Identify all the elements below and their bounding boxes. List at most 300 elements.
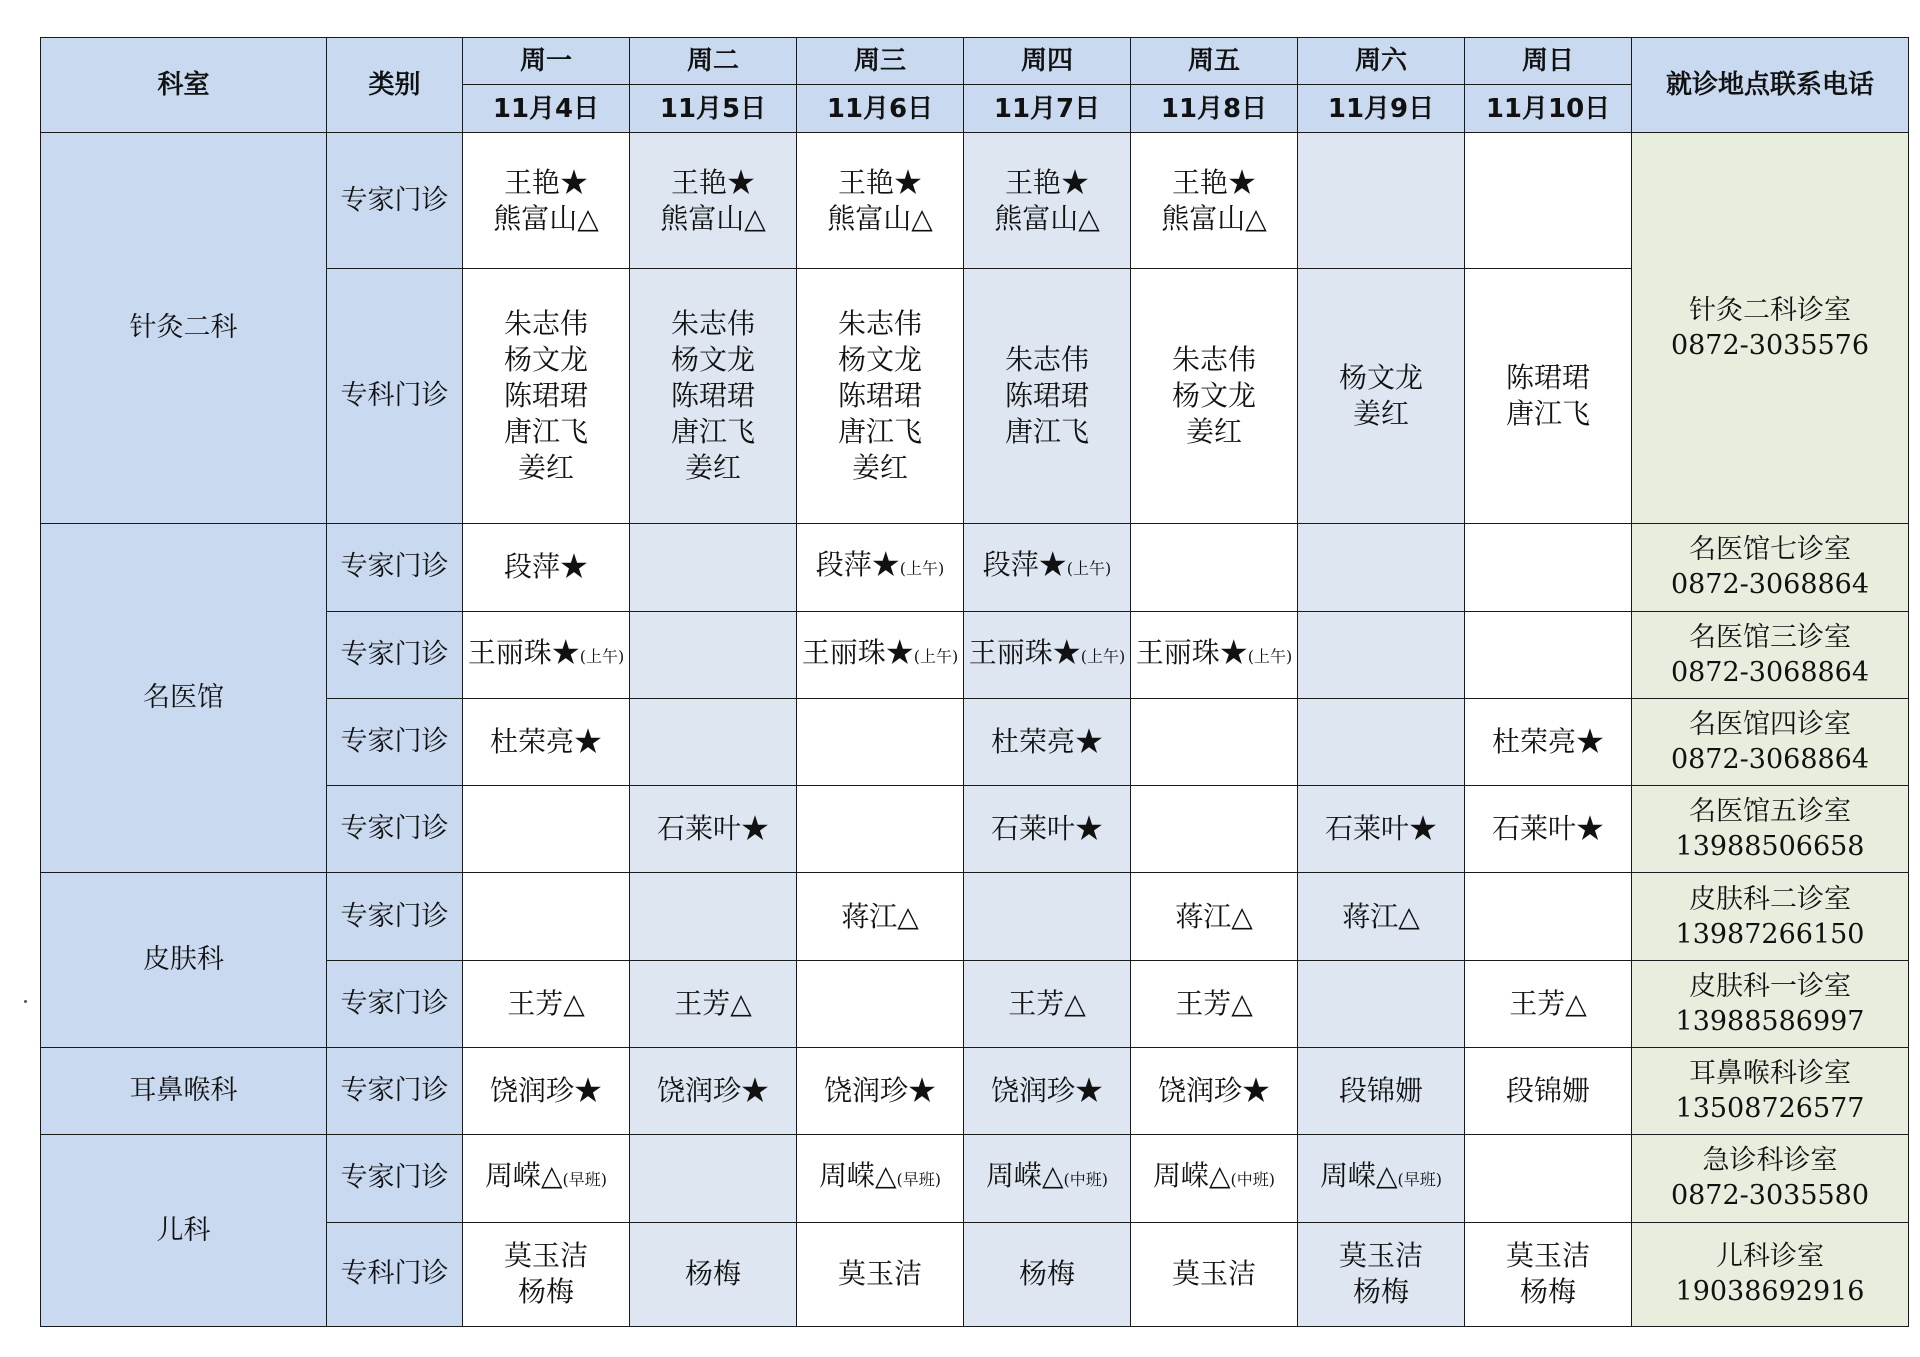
doctor-name: 姜红 <box>517 451 574 485</box>
table-row <box>41 873 1909 960</box>
doctor-name: 杨文龙 <box>670 343 755 377</box>
category-cell: 专家门诊 <box>327 698 463 785</box>
doctor-name: 唐江飞 <box>1004 415 1089 449</box>
doctor-entry <box>632 986 794 1022</box>
room-name: 皮肤科一诊室 <box>1689 970 1851 1002</box>
schedule-cell <box>1131 1135 1298 1222</box>
doctor-name: 朱志伟 <box>670 307 755 341</box>
phone-number: 13508726577 <box>1675 1093 1865 1125</box>
doctor-name: 陈珺珺 <box>837 379 922 413</box>
header-weekday: 周二 <box>630 38 797 85</box>
doctor-entry <box>799 378 961 414</box>
schedule-cell <box>1465 1047 1632 1134</box>
schedule-cell <box>1131 960 1298 1047</box>
department-cell: 儿科 <box>41 1135 327 1327</box>
schedule-cell <box>964 133 1131 269</box>
doctor-entry <box>966 811 1128 847</box>
header-weekday: 周六 <box>1298 38 1465 85</box>
category-cell: 专家门诊 <box>327 611 463 698</box>
table-row <box>41 133 1909 269</box>
doctor-entry <box>1467 986 1629 1022</box>
doctor-name: 杨梅 <box>684 1257 741 1291</box>
schedule-body <box>41 133 1909 1327</box>
doctor-entry <box>799 450 961 486</box>
phone-number: 0872-3068864 <box>1670 744 1870 775</box>
doctor-name: 王芳△ <box>1008 986 1086 1020</box>
doctor-entry <box>465 165 627 201</box>
doctor-entry <box>465 986 627 1022</box>
schedule-cell <box>1465 1135 1632 1222</box>
schedule-cell <box>797 611 964 698</box>
doctor-name: 饶润珍★ <box>656 1074 769 1108</box>
doctor-name: 陈珺珺 <box>670 379 755 413</box>
doctor-entry <box>1133 165 1295 201</box>
schedule-cell <box>463 1135 630 1222</box>
header-weekday: 周日 <box>1465 38 1632 85</box>
doctor-name: 蒋江△ <box>841 899 919 933</box>
doctor-entry <box>1300 1073 1462 1109</box>
schedule-cell <box>630 133 797 269</box>
department-cell: 名医馆 <box>41 524 327 873</box>
room-name: 皮肤科二诊室 <box>1689 883 1851 915</box>
doctor-entry <box>966 201 1128 237</box>
room-name: 名医馆七诊室 <box>1689 534 1851 566</box>
doctor-entry <box>1300 899 1462 935</box>
doctor-entry <box>1133 899 1295 935</box>
schedule-cell <box>630 1222 797 1326</box>
shift-note: (上午) <box>913 646 959 666</box>
doctor-entry <box>966 378 1128 414</box>
schedule-cell <box>630 960 797 1047</box>
doctor-entry <box>465 1158 627 1198</box>
clinic-schedule-table <box>40 37 1909 1327</box>
doctor-entry <box>966 547 1128 587</box>
shift-note: (上午) <box>1080 646 1126 666</box>
room-name: 名医馆四诊室 <box>1689 709 1851 740</box>
doctor-name: 熊富山△ <box>493 201 599 235</box>
room-name: 急诊科诊室 <box>1702 1145 1838 1177</box>
location-cell <box>1632 698 1909 785</box>
header-dept: 科室 <box>41 38 327 133</box>
header-date: 11月5日 <box>630 85 797 133</box>
doctor-name: 朱志伟 <box>1171 343 1256 377</box>
doctor-name: 杨梅 <box>1352 1275 1409 1309</box>
schedule-cell <box>797 960 964 1047</box>
schedule-cell <box>630 524 797 611</box>
schedule-cell <box>1131 1047 1298 1134</box>
schedule-cell <box>1298 1222 1465 1326</box>
schedule-cell <box>1298 698 1465 785</box>
schedule-cell <box>964 1047 1131 1134</box>
header-location: 就诊地点联系电话 <box>1632 38 1909 133</box>
schedule-cell <box>1465 611 1632 698</box>
doctor-entry <box>1300 811 1462 847</box>
category-cell: 专家门诊 <box>327 524 463 611</box>
schedule-cell <box>1131 133 1298 269</box>
doctor-entry <box>799 899 961 935</box>
doctor-name: 石莱叶★ <box>1324 812 1437 846</box>
doctor-entry <box>1133 201 1295 237</box>
doctor-name: 蒋江△ <box>1175 899 1253 933</box>
doctor-entry <box>465 635 627 675</box>
doctor-name: 唐江飞 <box>503 415 588 449</box>
doctor-name: 莫玉洁 <box>1338 1239 1423 1273</box>
schedule-cell <box>797 698 964 785</box>
doctor-name: 段锦姗 <box>1505 1074 1590 1108</box>
doctor-entry <box>1300 396 1462 432</box>
doctor-entry <box>465 342 627 378</box>
doctor-entry <box>799 635 961 675</box>
phone-number: 0872-3068864 <box>1670 569 1870 601</box>
doctor-name: 唐江飞 <box>670 415 755 449</box>
schedule-cell <box>463 133 630 269</box>
header-date: 11月4日 <box>463 85 630 133</box>
doctor-name: 莫玉洁 <box>1505 1239 1590 1273</box>
department-cell: 耳鼻喉科 <box>41 1047 327 1134</box>
doctor-entry <box>465 450 627 486</box>
schedule-cell <box>1131 269 1298 524</box>
schedule-cell <box>1298 1135 1465 1222</box>
location-cell <box>1632 873 1909 960</box>
doctor-entry <box>465 306 627 342</box>
category-cell: 专家门诊 <box>327 1047 463 1134</box>
schedule-cell <box>463 611 630 698</box>
doctor-name: 熊富山△ <box>994 201 1100 235</box>
doctor-name: 姜红 <box>684 451 741 485</box>
shift-note: (中班) <box>1230 1170 1276 1190</box>
phone-number: 13988506658 <box>1675 831 1865 863</box>
doctor-entry <box>966 342 1128 378</box>
location-cell <box>1632 133 1909 524</box>
doctor-name: 杨梅 <box>517 1275 574 1309</box>
doctor-entry <box>465 549 627 585</box>
department-cell: 针灸二科 <box>41 133 327 524</box>
doctor-entry <box>1467 1274 1629 1310</box>
schedule-cell <box>1298 1047 1465 1134</box>
schedule-cell <box>964 786 1131 873</box>
doctor-name: 段锦姗 <box>1338 1074 1423 1108</box>
schedule-cell <box>1465 133 1632 269</box>
doctor-name: 石莱叶★ <box>990 812 1103 846</box>
doctor-name: 石莱叶★ <box>656 812 769 846</box>
doctor-entry <box>1133 342 1295 378</box>
schedule-cell <box>463 873 630 960</box>
doctor-name: 杨文龙 <box>503 343 588 377</box>
schedule-cell <box>630 698 797 785</box>
doctor-name: 饶润珍★ <box>489 1074 602 1108</box>
table-row <box>41 524 1909 611</box>
shift-note: (早班) <box>896 1170 942 1190</box>
category-cell: 专科门诊 <box>327 269 463 524</box>
room-name: 儿科诊室 <box>1716 1241 1824 1273</box>
doctor-entry <box>1133 1073 1295 1109</box>
doctor-entry <box>632 378 794 414</box>
schedule-cell <box>630 873 797 960</box>
doctor-name: 杜荣亮★ <box>990 725 1103 758</box>
schedule-cell <box>1465 960 1632 1047</box>
schedule-cell <box>1131 1222 1298 1326</box>
doctor-name: 莫玉洁 <box>1171 1257 1256 1291</box>
department-cell: 皮肤科 <box>41 873 327 1048</box>
doctor-entry <box>799 547 961 587</box>
doctor-entry <box>1467 396 1629 432</box>
doctor-name: 王艳★ <box>1171 165 1256 199</box>
doctor-name: 熊富山△ <box>1161 201 1267 235</box>
doctor-name: 石莱叶★ <box>1491 812 1604 846</box>
doctor-name: 蒋江△ <box>1342 899 1420 933</box>
doctor-entry <box>966 414 1128 450</box>
doctor-name: 陈珺珺 <box>1004 379 1089 413</box>
doctor-name: 王艳★ <box>837 165 922 199</box>
doctor-entry <box>799 1073 961 1109</box>
doctor-name: 杨文龙 <box>1171 379 1256 413</box>
doctor-name: 周嵘△ <box>1319 1159 1398 1193</box>
doctor-entry <box>966 1256 1128 1292</box>
doctor-name: 王丽珠★ <box>1135 635 1248 669</box>
header-date: 11月7日 <box>964 85 1131 133</box>
category-cell: 专家门诊 <box>327 786 463 873</box>
category-cell: 专家门诊 <box>327 1135 463 1222</box>
doctor-name: 杜荣亮★ <box>489 725 602 758</box>
doctor-name: 王丽珠★ <box>968 635 1081 669</box>
doctor-name: 饶润珍★ <box>990 1074 1103 1108</box>
header-weekday: 周一 <box>463 38 630 85</box>
doctor-name: 段萍★ <box>503 550 588 584</box>
doctor-name: 唐江飞 <box>837 415 922 449</box>
doctor-name: 杨文龙 <box>1338 361 1423 395</box>
schedule-cell <box>964 1222 1131 1326</box>
doctor-entry <box>632 450 794 486</box>
header-date: 11月6日 <box>797 85 964 133</box>
doctor-entry <box>632 306 794 342</box>
doctor-name: 周嵘△ <box>1152 1159 1231 1193</box>
location-cell <box>1632 1047 1909 1134</box>
schedule-cell <box>1465 698 1632 785</box>
doctor-name: 朱志伟 <box>837 307 922 341</box>
doctor-name: 姜红 <box>1352 397 1409 431</box>
schedule-cell <box>964 611 1131 698</box>
doctor-name: 朱志伟 <box>503 307 588 341</box>
doctor-entry <box>1467 360 1629 396</box>
doctor-entry <box>799 1256 961 1292</box>
doctor-entry <box>966 1158 1128 1198</box>
schedule-cell <box>797 133 964 269</box>
schedule-cell <box>463 960 630 1047</box>
header-weekday: 周四 <box>964 38 1131 85</box>
schedule-cell <box>797 1222 964 1326</box>
schedule-cell <box>630 786 797 873</box>
schedule-cell <box>630 611 797 698</box>
location-cell <box>1632 960 1909 1047</box>
doctor-entry <box>1133 378 1295 414</box>
phone-number: 19038692916 <box>1675 1276 1865 1308</box>
phone-number: 0872-3068864 <box>1670 656 1870 688</box>
shift-note: (上午) <box>899 559 945 579</box>
doctor-name: 王艳★ <box>503 165 588 199</box>
doctor-entry <box>1300 1158 1462 1198</box>
doctor-entry <box>966 165 1128 201</box>
schedule-cell <box>1298 133 1465 269</box>
shift-note: (中班) <box>1063 1170 1109 1190</box>
schedule-cell <box>964 269 1131 524</box>
doctor-entry <box>1133 414 1295 450</box>
doctor-entry <box>632 414 794 450</box>
room-name: 针灸二科诊室 <box>1689 295 1851 327</box>
doctor-name: 周嵘△ <box>484 1159 563 1193</box>
category-cell: 专家门诊 <box>327 873 463 960</box>
doctor-name: 朱志伟 <box>1004 343 1089 377</box>
doctor-name: 杨文龙 <box>837 343 922 377</box>
doctor-entry <box>1300 1238 1462 1274</box>
schedule-cell <box>1298 873 1465 960</box>
doctor-name: 杨梅 <box>1519 1275 1576 1309</box>
doctor-name: 杨梅 <box>1018 1257 1075 1291</box>
doctor-entry <box>799 1158 961 1198</box>
doctor-name: 王芳△ <box>507 986 585 1020</box>
schedule-cell <box>964 873 1131 960</box>
schedule-cell <box>463 524 630 611</box>
schedule-cell <box>797 524 964 611</box>
doctor-entry <box>1467 1073 1629 1109</box>
doctor-entry <box>1300 1274 1462 1310</box>
doctor-entry <box>465 1073 627 1109</box>
table-row <box>41 1047 1909 1134</box>
shift-note: (上午) <box>1247 646 1293 666</box>
doctor-name: 陈珺珺 <box>1505 361 1590 395</box>
category-cell: 专家门诊 <box>327 960 463 1047</box>
doctor-entry <box>799 306 961 342</box>
doctor-name: 段萍★ <box>982 548 1067 582</box>
doctor-name: 王丽珠★ <box>467 635 580 669</box>
shift-note: (上午) <box>579 646 625 666</box>
room-name: 耳鼻喉科诊室 <box>1689 1058 1851 1090</box>
schedule-cell <box>1298 269 1465 524</box>
doctor-entry <box>1133 635 1295 675</box>
doctor-name: 唐江飞 <box>1505 397 1590 431</box>
doctor-entry <box>799 201 961 237</box>
doctor-name: 陈珺珺 <box>503 379 588 413</box>
stray-dot <box>24 1000 27 1003</box>
doctor-entry <box>966 1073 1128 1109</box>
doctor-entry <box>632 1256 794 1292</box>
phone-number: 0872-3035576 <box>1670 330 1870 362</box>
schedule-cell <box>630 1047 797 1134</box>
doctor-entry <box>1467 724 1629 760</box>
doctor-entry <box>465 1274 627 1310</box>
phone-number: 13987266150 <box>1675 918 1865 950</box>
doctor-entry <box>1133 1158 1295 1198</box>
shift-note: (上午) <box>1066 559 1112 579</box>
schedule-cell <box>463 1222 630 1326</box>
schedule-cell <box>463 786 630 873</box>
schedule-cell <box>1298 524 1465 611</box>
schedule-cell <box>1465 524 1632 611</box>
category-cell: 专科门诊 <box>327 1222 463 1326</box>
schedule-cell <box>1465 873 1632 960</box>
schedule-cell <box>797 269 964 524</box>
doctor-name: 王艳★ <box>1004 165 1089 199</box>
doctor-name: 熊富山△ <box>827 201 933 235</box>
doctor-entry <box>465 378 627 414</box>
doctor-entry <box>465 724 627 760</box>
doctor-entry <box>632 811 794 847</box>
doctor-name: 莫玉洁 <box>837 1257 922 1291</box>
doctor-entry <box>1133 986 1295 1022</box>
doctor-entry <box>799 342 961 378</box>
location-cell <box>1632 524 1909 611</box>
schedule-cell <box>797 1135 964 1222</box>
header-weekday: 周五 <box>1131 38 1298 85</box>
header-date: 11月8日 <box>1131 85 1298 133</box>
doctor-entry <box>632 165 794 201</box>
doctor-entry <box>632 201 794 237</box>
doctor-entry <box>465 414 627 450</box>
doctor-entry <box>966 724 1128 760</box>
doctor-name: 周嵘△ <box>818 1159 897 1193</box>
location-cell <box>1632 1135 1909 1222</box>
shift-note: (早班) <box>562 1170 608 1190</box>
schedule-cell <box>797 786 964 873</box>
schedule-cell <box>1298 960 1465 1047</box>
room-name: 名医馆五诊室 <box>1689 796 1851 828</box>
schedule-cell <box>1131 698 1298 785</box>
doctor-entry <box>1467 811 1629 847</box>
doctor-name: 段萍★ <box>815 548 900 582</box>
schedule-cell <box>1131 786 1298 873</box>
schedule-cell <box>1131 524 1298 611</box>
doctor-name: 饶润珍★ <box>1157 1074 1270 1108</box>
doctor-name: 周嵘△ <box>985 1159 1064 1193</box>
schedule-cell <box>630 1135 797 1222</box>
doctor-entry <box>465 201 627 237</box>
phone-number: 0872-3035580 <box>1670 1180 1870 1212</box>
doctor-name: 王芳△ <box>1175 986 1253 1020</box>
doctor-name: 王艳★ <box>670 165 755 199</box>
schedule-cell <box>1298 786 1465 873</box>
doctor-entry <box>1300 360 1462 396</box>
doctor-name: 熊富山△ <box>660 201 766 235</box>
doctor-name: 莫玉洁 <box>503 1239 588 1273</box>
header-category: 类别 <box>327 38 463 133</box>
doctor-entry <box>799 414 961 450</box>
category-cell: 专家门诊 <box>327 133 463 269</box>
schedule-cell <box>1465 269 1632 524</box>
doctor-name: 王芳△ <box>674 986 752 1020</box>
schedule-cell <box>1298 611 1465 698</box>
doctor-name: 姜红 <box>1185 415 1242 449</box>
location-cell <box>1632 1222 1909 1326</box>
schedule-cell <box>964 1135 1131 1222</box>
room-name: 名医馆三诊室 <box>1689 621 1851 653</box>
doctor-entry <box>966 986 1128 1022</box>
location-cell <box>1632 786 1909 873</box>
schedule-cell <box>630 269 797 524</box>
schedule-cell <box>964 524 1131 611</box>
location-cell <box>1632 611 1909 698</box>
schedule-cell <box>463 698 630 785</box>
doctor-name: 王丽珠★ <box>801 635 914 669</box>
doctor-entry <box>632 1073 794 1109</box>
doctor-name: 姜红 <box>851 451 908 485</box>
table-row <box>41 1135 1909 1222</box>
doctor-entry <box>1133 1256 1295 1292</box>
schedule-cell <box>797 1047 964 1134</box>
schedule-cell <box>463 1047 630 1134</box>
schedule-cell <box>797 873 964 960</box>
doctor-name: 杜荣亮★ <box>1491 725 1604 758</box>
doctor-name: 王芳△ <box>1509 986 1587 1020</box>
schedule-cell <box>964 960 1131 1047</box>
